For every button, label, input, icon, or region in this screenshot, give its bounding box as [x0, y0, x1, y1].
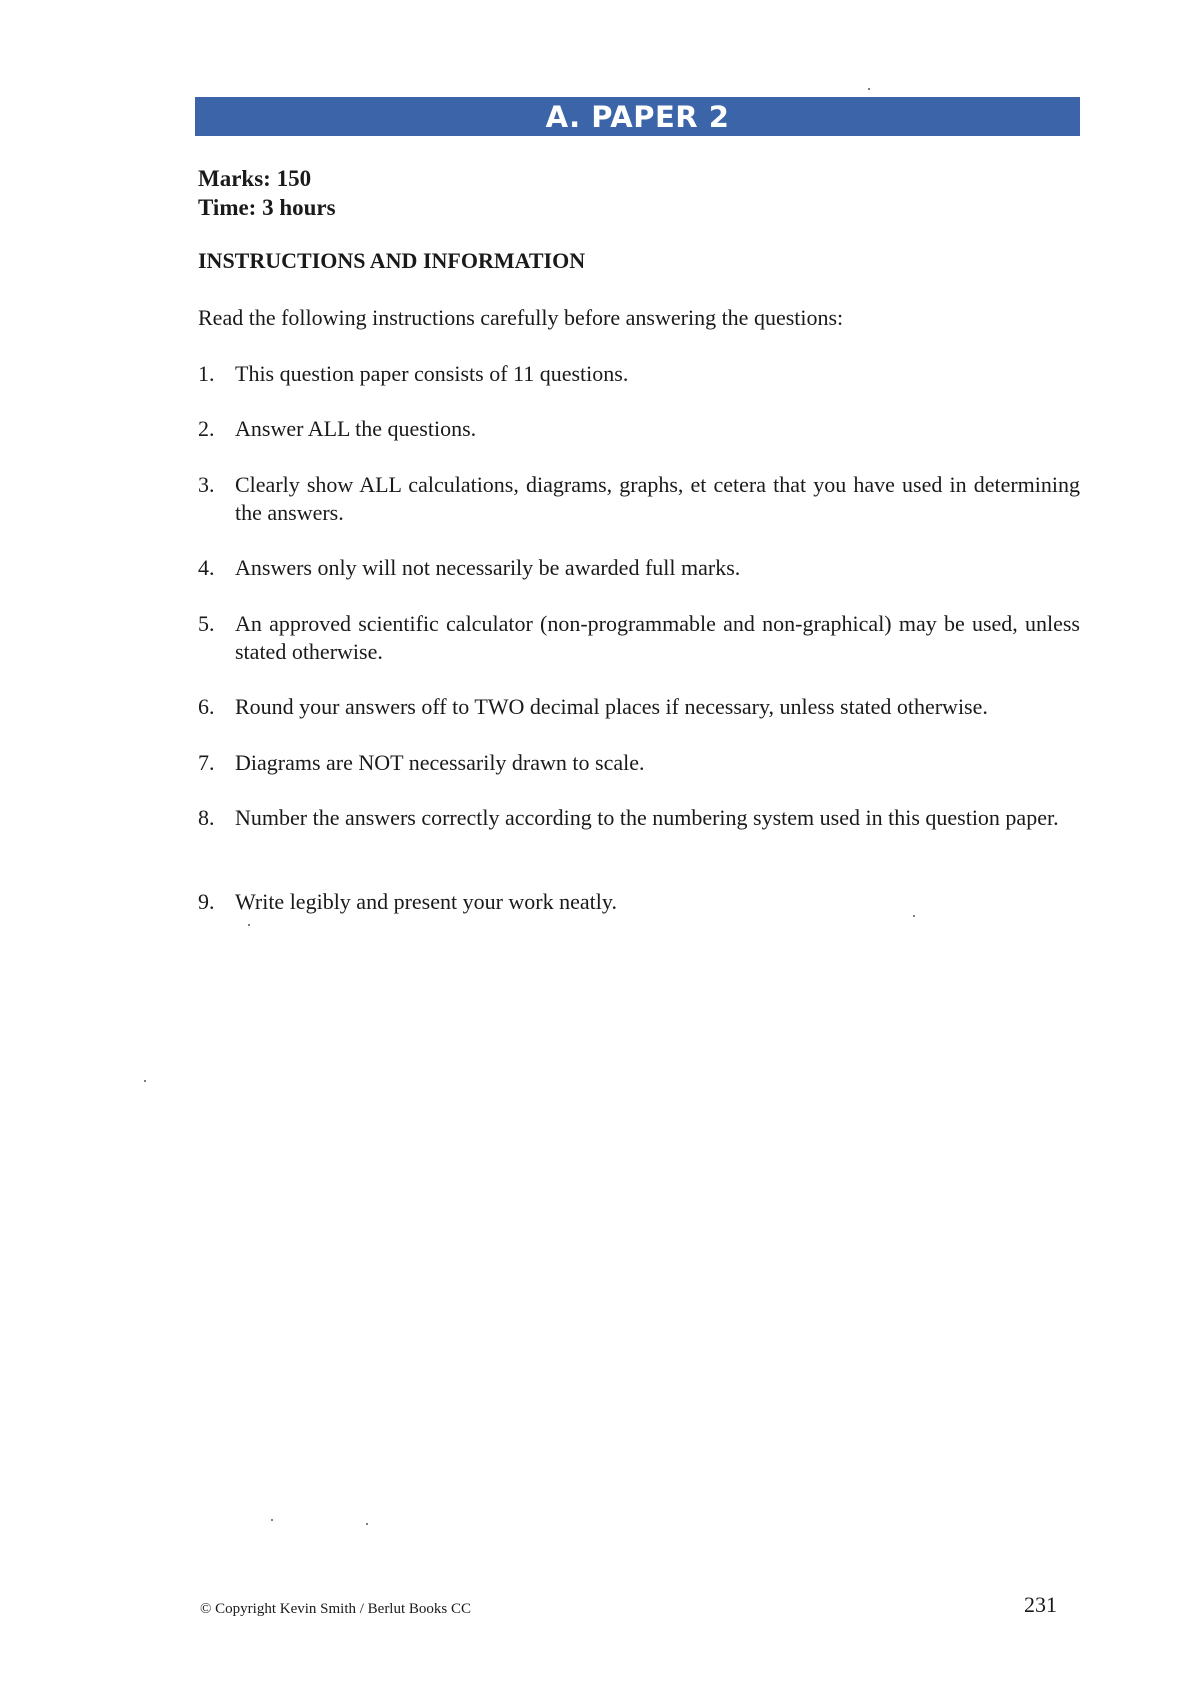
instruction-text: Round your answers off to TWO decimal places if necessary, unless stated otherwise.	[235, 694, 988, 719]
scan-speck	[913, 915, 915, 917]
instruction-number: 1.	[198, 361, 215, 386]
instruction-item	[198, 610, 1080, 666]
page-title: A. PAPER 2	[195, 97, 1080, 136]
instruction-item	[198, 554, 1080, 582]
exam-meta	[198, 164, 336, 222]
instruction-item	[198, 360, 1080, 388]
instruction-number: 7.	[198, 750, 215, 775]
instruction-text: Number the answers correctly according to the numbering system used in this question paper.	[235, 805, 1059, 830]
instruction-number: 3.	[198, 472, 215, 497]
time-label: Time: 3 hours	[198, 195, 336, 220]
instruction-text: Diagrams are NOT necessarily drawn to scale.	[235, 750, 645, 775]
instruction-item	[198, 888, 1080, 916]
instruction-item	[198, 415, 1080, 443]
instruction-text: Write legibly and present your work neatly.	[235, 889, 617, 914]
instruction-item	[198, 804, 1080, 832]
instructions-heading: INSTRUCTIONS AND INFORMATION	[198, 248, 586, 273]
instruction-number: 2.	[198, 416, 215, 441]
instruction-text: Clearly show ALL calculations, diagrams, graphs, et cetera that you have used in determining the answers.	[235, 472, 1080, 525]
scan-speck	[868, 88, 870, 90]
marks-label: Marks: 150	[198, 166, 312, 191]
instruction-text: Answer ALL the questions.	[235, 416, 477, 441]
scan-speck	[366, 1523, 368, 1525]
instruction-number: 4.	[198, 555, 215, 580]
instruction-item	[198, 693, 1080, 721]
instruction-number: 6.	[198, 694, 215, 719]
page-number: 231	[1024, 1592, 1057, 1617]
instruction-number: 9.	[198, 889, 215, 914]
instruction-item	[198, 749, 1080, 777]
instruction-text: Answers only will not necessarily be awarded full marks.	[235, 555, 741, 580]
instruction-number: 8.	[198, 805, 215, 830]
instruction-item	[198, 471, 1080, 527]
instruction-text: This question paper consists of 11 questions.	[235, 361, 629, 386]
scan-speck	[144, 1080, 146, 1082]
instruction-number: 5.	[198, 611, 215, 636]
instructions-intro: Read the following instructions carefully before answering the questions:	[198, 305, 844, 330]
copyright-notice: © Copyright Kevin Smith / Berlut Books CC	[200, 1601, 471, 1617]
scan-speck	[271, 1519, 273, 1521]
instruction-text: An approved scientific calculator (non-programmable and non-graphical) may be used, unless stated otherwise.	[235, 611, 1080, 664]
scan-speck	[248, 924, 250, 926]
